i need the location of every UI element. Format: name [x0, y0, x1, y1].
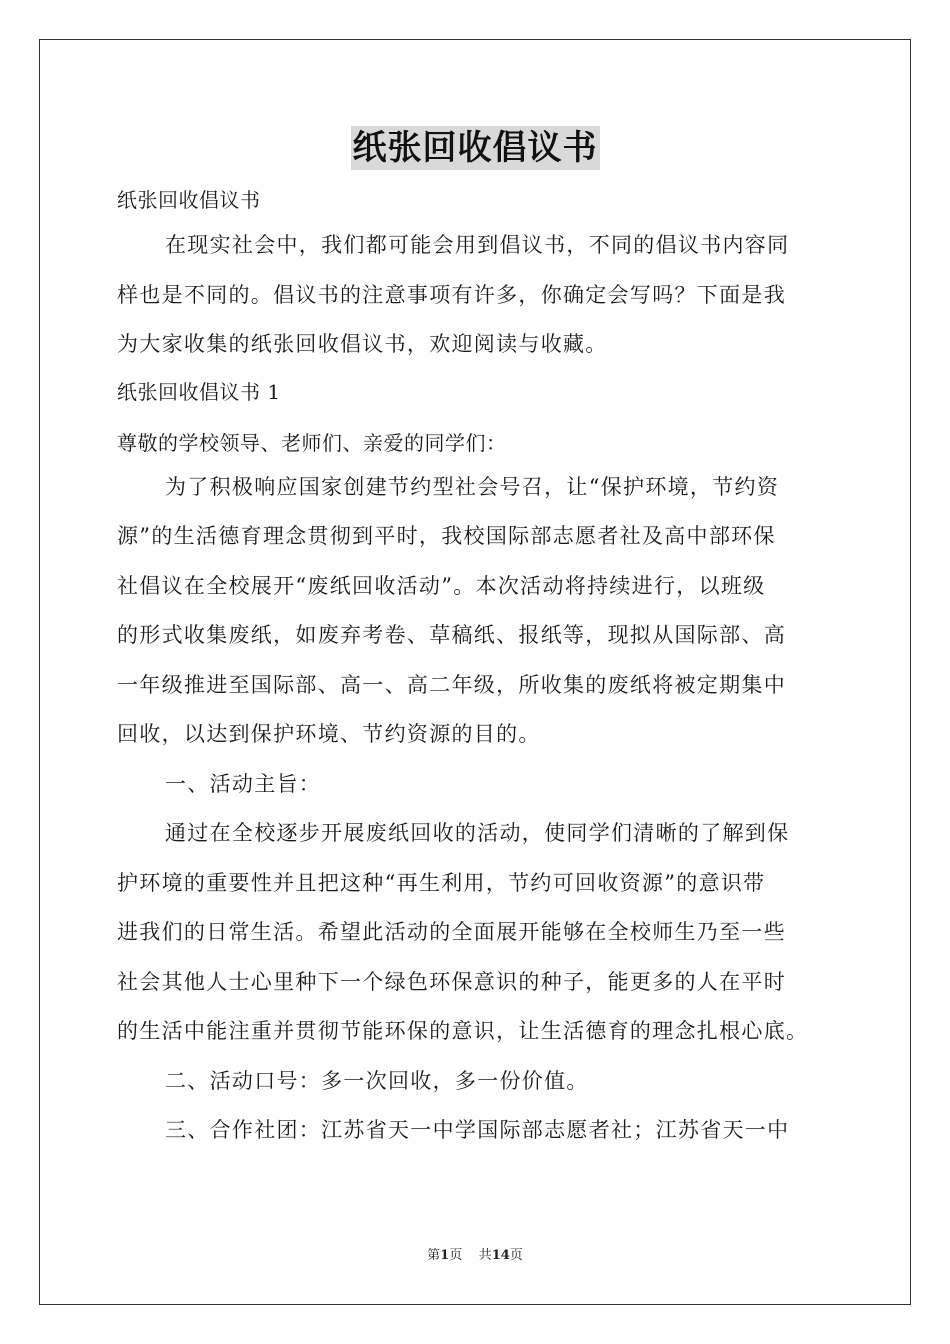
intro-line: 样也是不同的。倡议书的注意事项有许多，你确定会写吗？下面是我	[117, 282, 786, 307]
body-line: 回收，以达到保护环境、节约资源的目的。	[117, 722, 541, 746]
item2-line: 二、活动口号：多一次回收，多一份价值。	[165, 1068, 589, 1093]
section-heading: 纸张回收倡议书 1	[117, 379, 281, 404]
document-body	[117, 180, 833, 1156]
item1-line: 通过在全校逐步开展废纸回收的活动，使同学们清晰的了解到保	[165, 821, 790, 845]
item1-line: 进我们的日常生活。希望此活动的全面展开能够在全校师生乃至一些	[117, 920, 786, 944]
item1-heading: 一、活动主旨：	[165, 771, 322, 796]
page-suffix: 页	[449, 1248, 463, 1263]
document-title: 纸张回收倡议书	[352, 128, 598, 168]
salutation: 尊敬的学校领导、老师们、亲爱的同学们：	[117, 430, 507, 455]
body-line: 源”的生活德育理念贯彻到平时，我校国际部志愿者社及高中部环保	[117, 524, 776, 548]
item1-line: 护环境的重要性并且把这种“再生利用，节约可回收资源”的意识带	[117, 870, 766, 895]
item3-line: 三、合作社团：江苏省天一中学国际部志愿者社；江苏省天一中	[165, 1118, 790, 1142]
intro-line: 在现实社会中，我们都可能会用到倡议书，不同的倡议书内容同	[165, 233, 790, 257]
page-footer	[0, 1247, 950, 1265]
item1-line: 社会其他人士心里种下一个绿色环保意识的种子，能更多的人在平时	[117, 969, 786, 994]
body-line: 一年级推进至国际部、高一、高二年级，所收集的废纸将被定期集中	[117, 672, 786, 697]
page-prefix: 第	[427, 1248, 441, 1263]
page-total: 14	[491, 1248, 510, 1263]
item1-line: 的生活中能注重并贯彻节能环保的意识，让生活德育的理念扎根心底。	[117, 1019, 809, 1043]
page-number: 1	[440, 1248, 450, 1263]
body-line: 社倡议在全校展开“废纸回收活动”。本次活动将持续进行，以班级	[117, 573, 766, 598]
document-subtitle: 纸张回收倡议书	[117, 188, 261, 212]
total-prefix: 共	[478, 1248, 492, 1263]
intro-line: 为大家收集的纸张回收倡议书，欢迎阅读与收藏。	[117, 332, 608, 356]
total-suffix: 页	[509, 1248, 523, 1263]
body-line: 的形式收集废纸，如废弃考卷、草稿纸、报纸等，现拟从国际部、高	[117, 623, 786, 647]
body-line: 为了积极响应国家创建节约型社会号召，让“保护环境，节约资	[165, 474, 780, 499]
title-container	[0, 126, 950, 170]
